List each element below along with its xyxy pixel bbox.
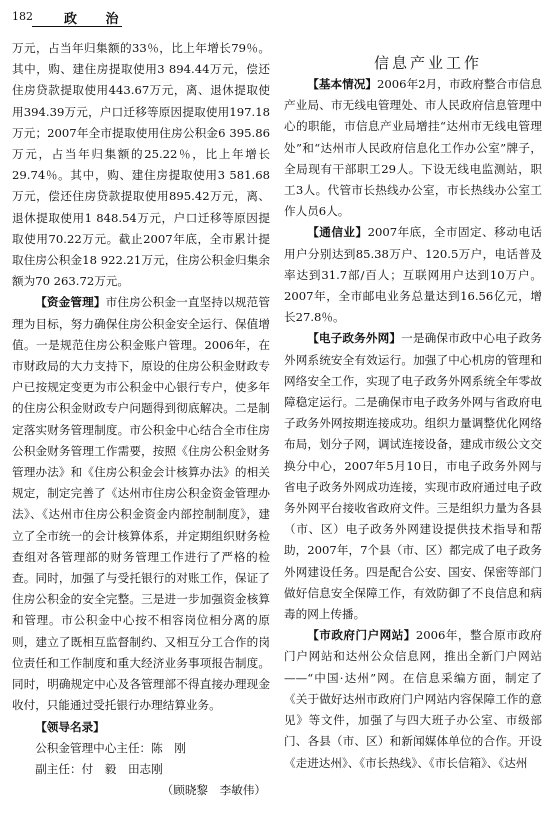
leader-line: 副主任：付 毅 田志刚 <box>35 761 163 776</box>
right-column <box>284 52 542 774</box>
housing-fund-paragraph: 万元，占当年归集额的33％，比上年增长79％。其中，购、建住房提取使用3 894.44万元，偿还住房贷款提取使用443.67万元，离、退休提取使用394.39万元，户口迁移等原因提取使用197.18万元；2007年全市提取使用住房公积金6 395.86万元，占当年归集额的25.22％，比上年增长29.74％。其中，购、建住房提取使用3 581.68万元，偿还住房贷款提取使用895.42万元，离、退休提取使用1 848.54万元，户口迁移等原因提取使用70.22万元。截止2007年底，全市累计提取住房公积金18 922.21万元，住房公积金归集余额为70 263.72万元。 <box>12 41 270 289</box>
author-signature: （顾晓黎 李敏伟） <box>161 783 266 798</box>
header-rule <box>32 26 122 27</box>
basic-info-paragraph <box>284 74 542 222</box>
egov-paragraph <box>284 328 542 625</box>
left-column <box>12 38 270 801</box>
telecom-heading: 【通信业】 <box>307 225 368 240</box>
leader-line: 公积金管理中心主任：陈 刚 <box>35 740 186 755</box>
page-header <box>10 6 540 28</box>
telecom-paragraph <box>284 222 542 328</box>
telecom-text: 2007年底，全市固定、移动电话用户分别达到85.38万户、120.5万户，电话普及率达到31.7部/百人；互联网用户达到10万户。2007年，全市邮电业务总量达到16.56亿元，增长27.8％。 <box>284 225 542 325</box>
leader-list <box>12 717 270 781</box>
egov-heading: 【电子政务外网】 <box>307 331 402 346</box>
basic-info-text: 2006年2月，市政府整合市信息产业局、市无线电管理处、市人民政府信息管理中心的职能，市信息产业局增挂“达州市无线电管理处”和“达州市人民政府信息化工作办公室”牌子，全局现有干部职工29人。下设无线电监测站，职工3人。代管市长热线办公室，市长热线办公室工作人员6人。 <box>284 77 542 219</box>
portal-paragraph <box>284 625 542 773</box>
portal-text: 2006年，整合原市政府门户网站和达州公众信息网，推出全新门户网站——“中国·达州”网。在信息采编方面，制定了《关于做好达州市政府门户网站内容保障工作的意见》等文件，加强了与四大班子办公室、市级部门、各县（市、区）和新闻媒体单位的合作。开设《走进达州》、《市长热线》、《市长信箱》、《达州 <box>284 628 542 770</box>
capital-management-heading: 【资金管理】 <box>35 295 106 310</box>
article-title: 信息产业工作 <box>373 54 482 72</box>
portal-heading: 【市政府门户网站】 <box>307 628 416 643</box>
capital-management-text: 市住房公积金一直坚持以规范管理为目标，努力确保住房公积金安全运行、保值增值。一是规范住房公积金账户管理。2006年，在市财政局的大力支持下，原设的住房公积金财政专户已按规定变更为市公积金中心银行专户，使多年的住房公积金财政专户问题得到彻底解决。二是制定落实财务管理制度。市公积金中心结合全市住房公积金财务管理工作需要，按照《住房公积金财务管理办法》和《住房公积金会计核算办法》的相关规定，制定完善了《达州市住房公积金资金管理办法》、《达州市住房公积金资金内部控制制度》，建立了全市统一的会计核算体系，并定期组织财务检查组对各管理部的财务管理工作进行了严格的检查。同时，加强了与受托银行的对账工作，保证了住房公积金的安全完整。三是进一步加强资金核算和管理。市公积金中心按不相容岗位相分离的原则，建立了既相互监督制约、又相互分工合作的岗位责任和工作制度和重大经济业务事项报告制度。同时，明确规定中心及各管理部不得直接办理现金收付，只能通过受托银行办理结算业务。 <box>12 295 270 713</box>
egov-text: 一是确保市政中心电子政务外网系统安全有效运行。加强了中心机房的管理和网络安全工作，实现了电子政务外网系统全年零故障稳定运行。二是确保市电子政务外网与省政府电子政务外网按期连接成功。组织力量调整优化网络布局，划分子网，调试连接设备，建成市级公文交换分中心，2007年5月10日，市电子政务外网与省电子政务外网成功连接，实现市政府通过电子政务外网平台接收省政府文件。三是组织力量为各县（市、区）电子政务外网建设提供技术指导和帮助，2007年，7个县（市、区）都完成了电子政务外网建设任务。四是配合公安、国安、保密等部门做好信息安全保障工作，有效防御了不良信息和病毒的网上传播。 <box>284 331 542 622</box>
leader-list-heading: 【领导名录】 <box>35 719 105 734</box>
basic-info-heading: 【基本情况】 <box>307 77 378 91</box>
capital-management-paragraph <box>12 292 270 716</box>
page-number: 182 <box>12 10 33 23</box>
section-title: 政 治 <box>64 12 131 27</box>
